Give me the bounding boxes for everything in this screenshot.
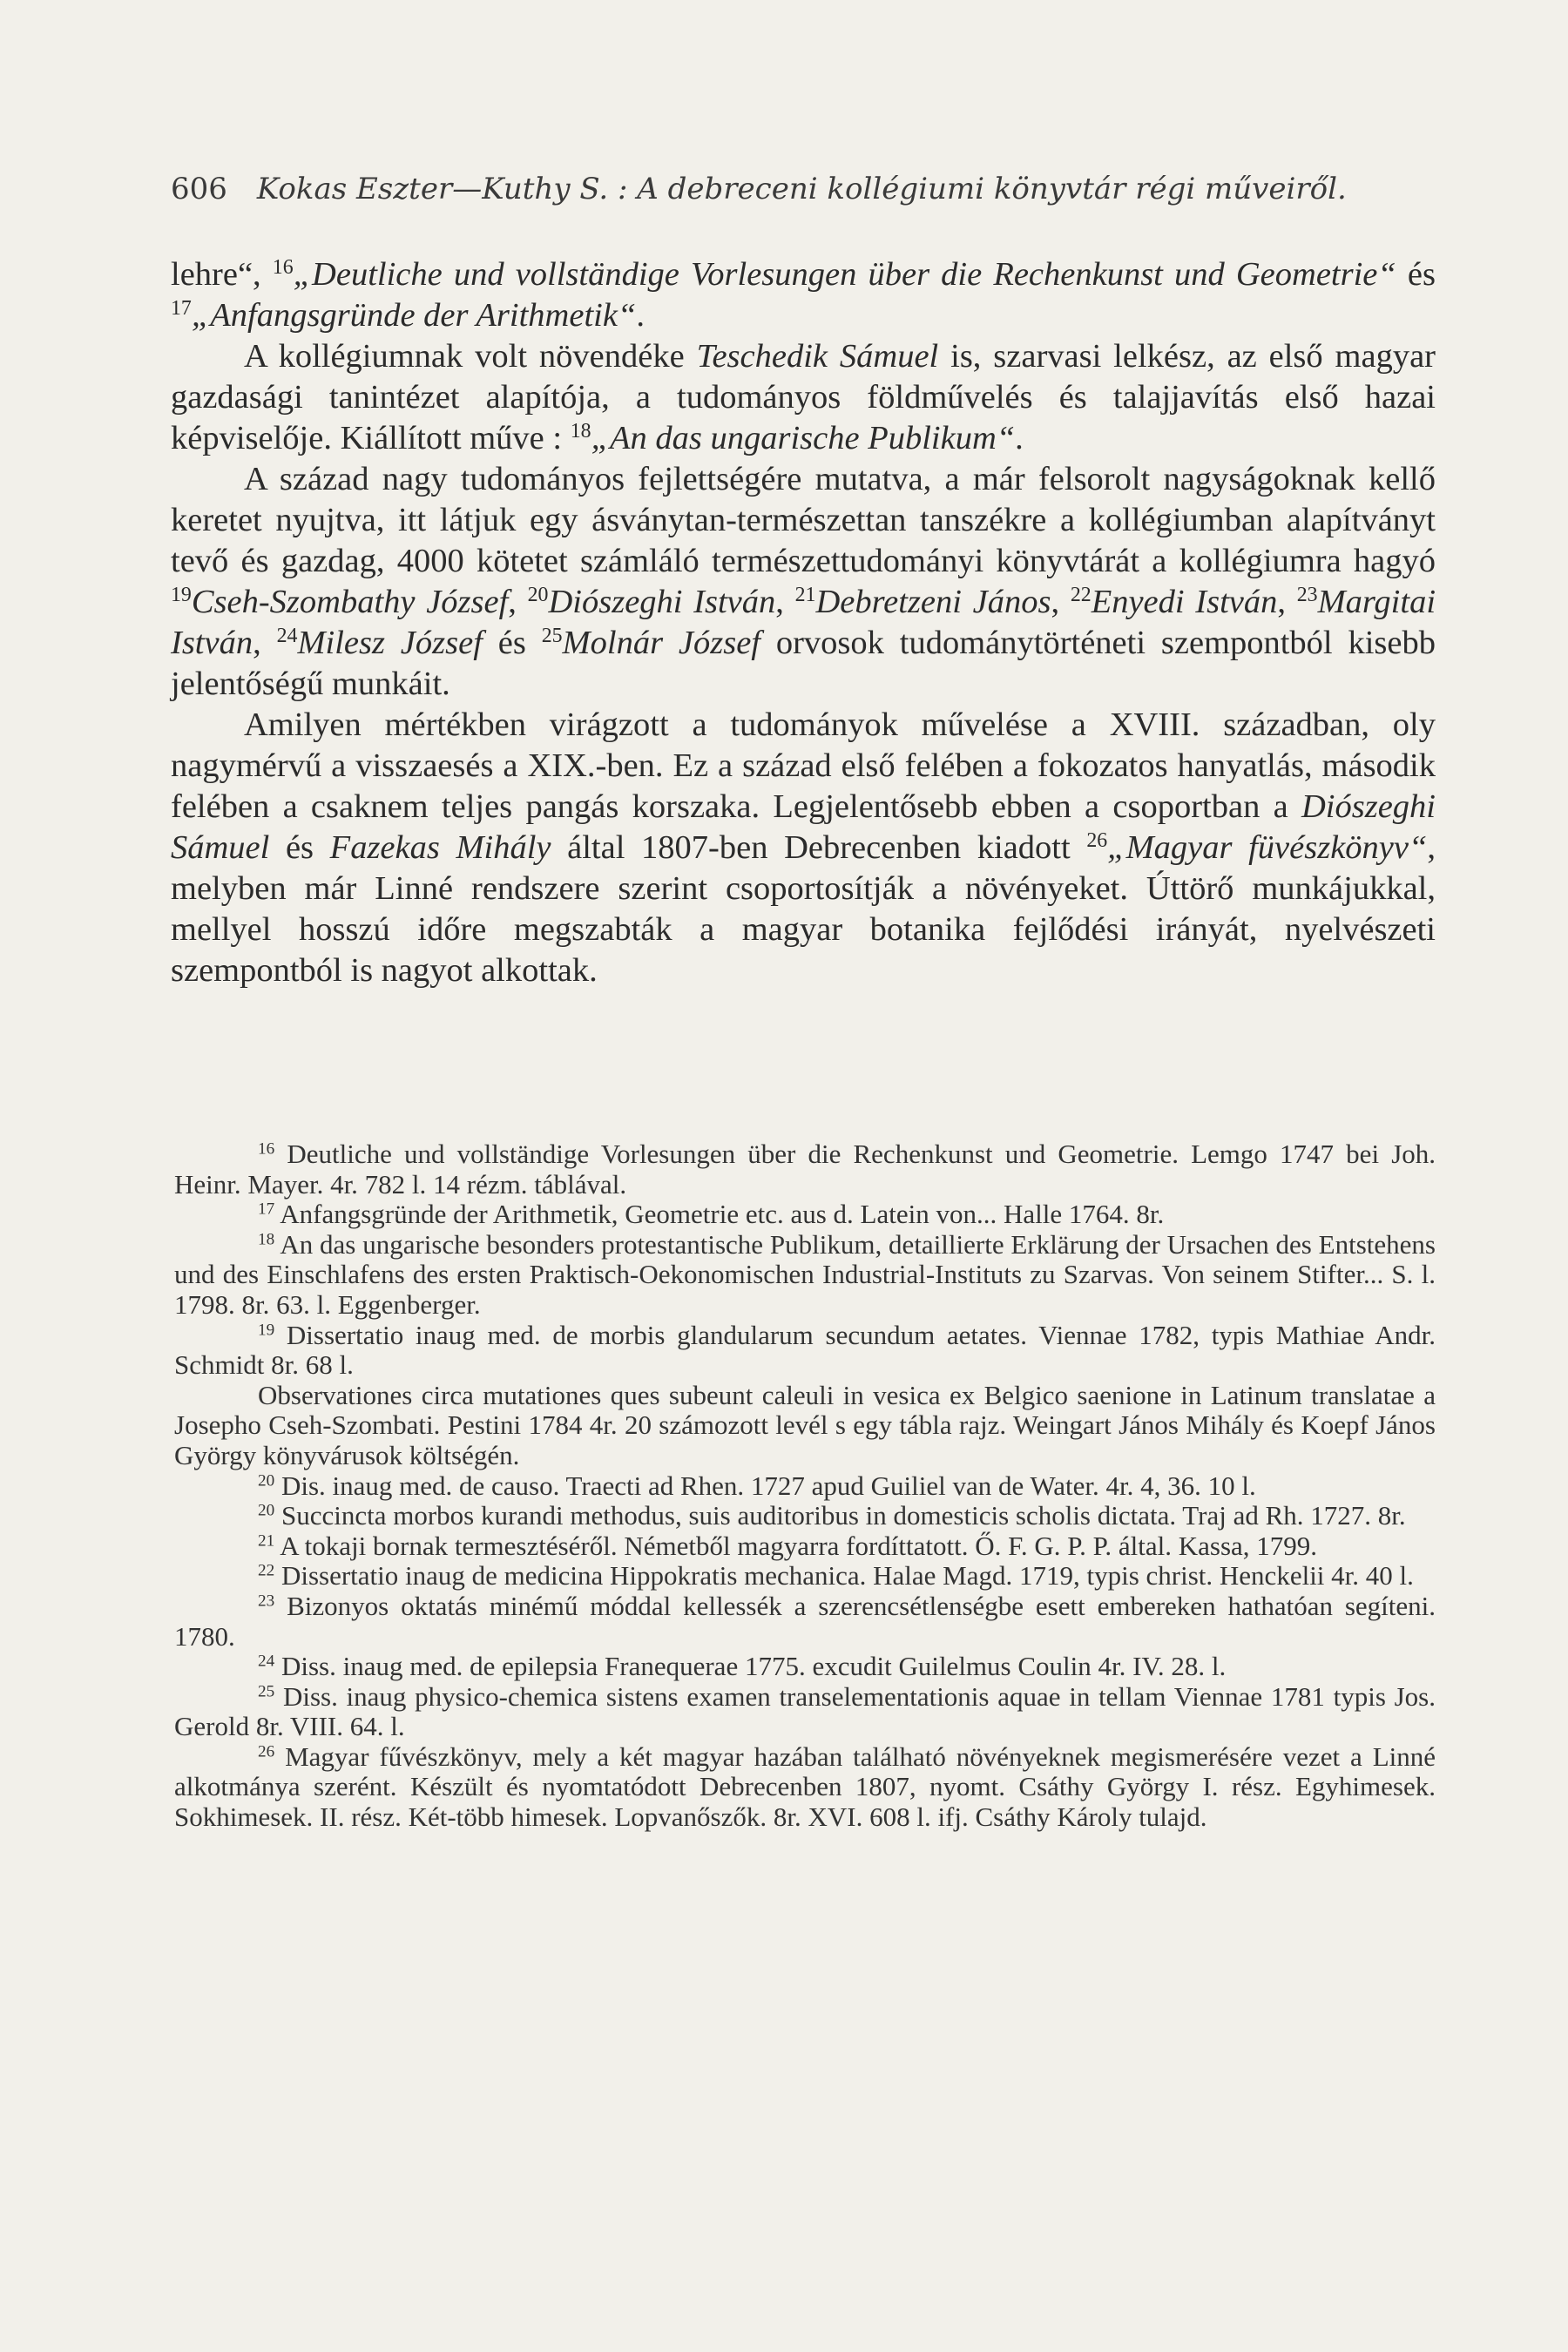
footnote-number: 16 (258, 1139, 275, 1159)
footnote (174, 1531, 1436, 1562)
paragraph-4 (171, 705, 1436, 991)
footnote-text: Anfangsgründe der Arithmetik, Geometrie etc. aus d. Latein von... Halle 1764. 8r. (280, 1199, 1165, 1230)
paragraph-3 (171, 459, 1436, 705)
person-name: Diószeghi István (548, 584, 776, 620)
text-run: és (482, 625, 542, 661)
work-title-17: „Anfangsgründe der Arithmetik“ (191, 297, 637, 334)
footnote-text: Diss. inaug physico-chemica sistens examen transelementationis aquae in tellam Viennae 1781 typis Jos. Gerold 8r. VIII. 64. l. (174, 1680, 1436, 1742)
footnote-text: Deutliche und vollständige Vorlesungen über die Rechenkunst und Geometrie. Lemgo 1747 bei Joh. Heinr. Mayer. 4r. 782 l. 14 rézm. táblával. (174, 1139, 1436, 1200)
text-run: A század nagy tudományos fejlettségére mutatva, a már felsorolt nagyságoknak kellő keretet nyujtva, itt látjuk egy ásványtan-természettan tanszékre a kollégiumban alapítványt tevő és gazdag, 4000 kötetet számláló természettudományi könyvtárát a kollégiumra hagyó (171, 461, 1436, 579)
footnote-text: Observationes circa mutationes ques subeunt caleuli in vesica ex Belgico saenione in Latinum translatae a Josepho Cseh-Szombati. Pestini 1784 4r. 20 számozott levél s egy tábla rajz. Weingart János Mihály és Koepf János György könyvárusok költségén. (174, 1379, 1436, 1470)
footnote (174, 1321, 1436, 1381)
footnote-continuation (174, 1381, 1436, 1471)
footnote-number: 25 (258, 1682, 275, 1701)
text-run: orvosok tudománytörténeti szempontból kisebb jelentőségű munkáit. (171, 625, 1436, 702)
text-run: , (775, 584, 795, 620)
person-name: Milesz József (297, 625, 483, 661)
footnote-number: 20 (258, 1470, 275, 1490)
footnote-number: 21 (258, 1531, 275, 1551)
footnote (174, 1471, 1436, 1502)
text-run: , (508, 584, 528, 620)
person-name: Enyedi István (1091, 584, 1278, 620)
work-title-18: „An das ungarische Publikum“ (591, 420, 1016, 456)
text-run: , (1051, 584, 1071, 620)
footnote (174, 1200, 1436, 1230)
paragraph-1 (171, 254, 1436, 336)
footnote-text: Diss. inaug med. de epilepsia Franequerae 1775. excudit Guilelmus Coulin 4r. IV. 28. l. (280, 1651, 1227, 1682)
running-header (171, 171, 1434, 207)
running-title: Kokas Eszter—Kuthy S. : A debreceni kollégiumi könyvtár régi műveiről. (256, 172, 1347, 206)
footnote (174, 1742, 1436, 1833)
footnote-number: 18 (258, 1230, 275, 1249)
footnote-ref-20: 20 (527, 583, 549, 606)
footnote-text: Dissertatio inaug de medicina Hippokratis mechanica. Halae Magd. 1719, typis christ. Henckelii 4r. 40 l. (280, 1560, 1414, 1592)
person-name: Cseh-Szombathy József (191, 584, 509, 620)
footnote-ref-16: 16 (272, 255, 294, 279)
text-run: is, szarvasi lelkész, az első magyar gazdasági tanintézet alapítója, a tudományos földművelés és talajjavítás első hazai képviselője. Kiállított műve : (171, 338, 1436, 456)
footnote-text: Bizonyos oktatás minémű móddal kellessék a szerencsétlenségbe esett embereken hathatóan segíteni. 1780. (174, 1590, 1436, 1652)
work-title-16: „Deutliche und vollständige Vorlesungen über die Rechenkunst und Geometrie“ (293, 256, 1396, 293)
text-run: , melyben már Linné rendszere szerint csoportosítják a növényeket. Úttörő munkájukkal, mellyel hosszú időre megszabták a magyar botanika fejlődési irányát, nyelvészeti szempontból is nagyot alkottak. (171, 829, 1436, 989)
text-run: , (253, 625, 277, 661)
footnote (174, 1652, 1436, 1682)
footnote-text: Dis. inaug med. de causo. Traecti ad Rhen. 1727 apud Guiliel van de Water. 4r. 4, 36. 10 l. (280, 1470, 1256, 1501)
text-run: és (1396, 256, 1436, 293)
footnote-ref-18: 18 (570, 419, 591, 443)
footnote-ref-22: 22 (1070, 583, 1092, 606)
footnote-ref-23: 23 (1296, 583, 1318, 606)
footnote-text: Magyar fűvészkönyv, mely a két magyar hazában található növényeknek megismerésére vezet a Linné alkotmánya szerént. Készült és nyomtatódott Debrecenben 1807, nyomt. Csáthy György I. rész. Egyhimesek. Sokhimesek. II. rész. Két-több himesek. Lopvanőszők. 8r. XVI. 608 l. ifj. Csáthy Károly tulajd. (174, 1740, 1436, 1833)
footnote-number: 19 (258, 1321, 275, 1339)
person-name: Debretzeni János (815, 584, 1051, 620)
footnote (174, 1561, 1436, 1592)
footnote-number: 22 (258, 1561, 275, 1580)
footnote-number: 20 (258, 1501, 275, 1520)
footnote-number: 26 (258, 1742, 275, 1761)
page-number: 606 (171, 172, 227, 206)
footnote-ref-21: 21 (794, 583, 816, 606)
footnote-ref-17: 17 (171, 296, 192, 320)
footnote (174, 1230, 1436, 1321)
person-name: Fazekas Mihály (329, 829, 551, 866)
text-run: , (1277, 584, 1297, 620)
footnote-number: 24 (258, 1652, 275, 1671)
footnote (174, 1501, 1436, 1531)
footnote-text: Dissertatio inaug med. de morbis glandularum secundum aetates. Viennae 1782, typis Mathiae Andr. Schmidt 8r. 68 l. (174, 1319, 1436, 1381)
footnote-text: Succincta morbos kurandi methodus, suis auditoribus in domesticis scholis dictata. Traj ad Rh. 1727. 8r. (280, 1500, 1406, 1531)
footnotes (174, 1139, 1436, 1833)
paragraph-2 (171, 336, 1436, 459)
text-run: által 1807-ben Debrecenben kiadott (551, 829, 1087, 866)
person-name: Margitai István (171, 584, 1436, 661)
person-name: Molnár József (562, 625, 760, 661)
footnote-text: An das ungarische besonders protestantische Publikum, detaillierte Erklärung der Ursachen des Entstehens und des Einschlafens des ersten Praktisch-Oekonomischen Industrial-Instituts zu Szarvas. Von seinem Stifter... S. l. 1798. 8r. 63. l. Eggenberger. (174, 1228, 1436, 1320)
footnote (174, 1682, 1436, 1742)
main-text (171, 254, 1436, 991)
footnote (174, 1592, 1436, 1652)
text-run: . (1015, 420, 1024, 456)
footnote-ref-26: 26 (1086, 828, 1108, 852)
text-run: és (269, 829, 330, 866)
footnote-ref-25: 25 (541, 624, 563, 647)
footnote-number: 23 (258, 1592, 275, 1611)
person-name: Diószeghi Sámuel (171, 788, 1436, 866)
text-run: Amilyen mértékben virágzott a tudományok művelése a XVIII. században, oly nagymérvű a visszaesés a XIX.-ben. Ez a század első felében a fokozatos hanyatlás, második felében a csaknem teljes pangás korszaka. Legjelentősebb ebben a csoportban a (171, 706, 1436, 825)
footnote-number: 17 (258, 1200, 275, 1219)
text-run: . (636, 297, 645, 334)
footnote-text: A tokaji bornak termesztéséről. Németből magyarra fordíttatott. Ő. F. G. P. P. által. Kassa, 1799. (280, 1530, 1318, 1561)
footnote-ref-24: 24 (276, 624, 298, 647)
person-name: Teschedik Sámuel (696, 338, 939, 375)
work-title-26: „Magyar füvészkönyv“ (1107, 829, 1428, 866)
footnote-ref-19: 19 (171, 583, 192, 606)
text-run: lehre“, (171, 256, 273, 293)
text-run: A kollégiumnak volt növendéke (244, 338, 697, 375)
footnote (174, 1139, 1436, 1200)
